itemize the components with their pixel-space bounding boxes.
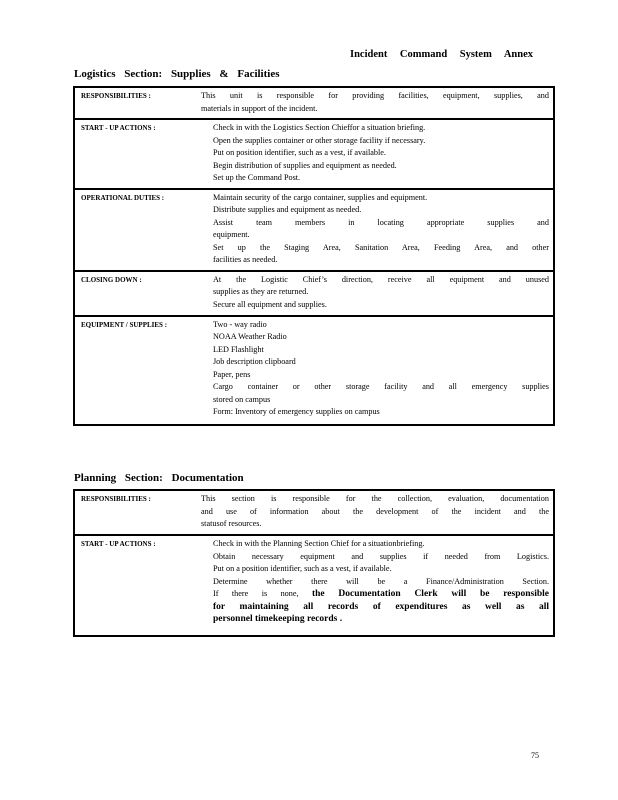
row-label: OPERATIONAL DUTIES : — [74, 189, 213, 271]
row-label: EQUIPMENT / SUPPLIES : — [74, 316, 213, 425]
logistics-closing-row — [74, 271, 554, 316]
task-line: Distribute supplies and equipment as needed. — [213, 205, 362, 214]
task-line: facilities as needed. — [213, 255, 278, 264]
task-line: Obtain necessary equipment and supplies if needed from Logistics. — [213, 551, 549, 561]
task-line: Maintain security of the cargo container, supplies and equipment. — [213, 192, 428, 202]
task-line: Form: Inventory of emergency supplies on campus — [213, 407, 380, 416]
task-line: materials in support of the incident. — [201, 103, 318, 113]
logistics-table — [73, 86, 555, 426]
task-line: supplies as they are returned. — [213, 287, 309, 296]
mixed-bold-text: the Documentation Clerk will be responsible — [311, 589, 549, 599]
page-number: 75 — [531, 751, 539, 760]
task-line: Check in with the Logistics Section Chieffor a situation briefing. — [213, 123, 426, 132]
task-line: Secure all equipment and supplies. — [213, 299, 327, 309]
task-line: This unit is responsible for providing facilities, equipment, supplies, and — [201, 91, 549, 100]
planning-responsibilities-row — [74, 490, 554, 535]
task-line: Job description clipboard — [213, 357, 296, 366]
task-line: and use of information about the development of the incident and the — [201, 506, 549, 516]
task-line: Open the supplies container or other storage facility if necessary. — [213, 135, 426, 145]
logistics-equipment-row — [74, 316, 554, 425]
task-line: LED Flashlight — [213, 344, 264, 354]
task-line: Two - way radio — [213, 319, 267, 329]
mixed-plain-text: If there is none, — [213, 589, 299, 598]
task-line: Determine whether there will be a Finance/Administration Section. — [213, 576, 549, 586]
planning-startup-row — [74, 535, 554, 636]
row-text — [201, 87, 554, 119]
row-label: START - UP ACTIONS : — [74, 119, 213, 189]
task-line: Put on position identifier, such as a vest, if available. — [213, 148, 386, 157]
task-line: Paper, pens — [213, 369, 251, 379]
row-label: RESPONSIBILITIES : — [74, 490, 213, 535]
task-line: stored on campus — [213, 394, 271, 404]
task-line: Cargo container or other storage facility and all emergency supplies — [213, 382, 549, 391]
task-line: Put on a position identifier, such as a vest, if available. — [213, 564, 392, 573]
task-line: NOAA Weather Radio — [213, 332, 287, 341]
row-text — [213, 535, 554, 636]
mixed-task-line — [213, 588, 549, 601]
row-text — [213, 189, 554, 271]
logistics-responsibilities-row — [74, 87, 554, 119]
row-text — [213, 271, 554, 316]
logistics-operational-row — [74, 189, 554, 271]
task-line: At the Logistic Chief’s direction, receive all equipment and unused — [213, 274, 549, 284]
task-line: equipment. — [213, 230, 250, 239]
logistics-section-title: Logistics Section: Supplies & Facilities — [74, 68, 280, 80]
task-line: Check in with the Planning Section Chief for a situationbriefing. — [213, 539, 425, 548]
row-text — [213, 119, 554, 189]
bold-task-line: personnel timekeeping records . — [213, 614, 343, 624]
bold-task-line: for maintaining all records of expenditures as well as all — [213, 601, 549, 612]
task-line: Set up the Command Post. — [213, 173, 301, 182]
annex-header: Incident Command System Annex — [350, 49, 533, 60]
task-line: Assist team members in locating appropriate supplies and — [213, 217, 549, 227]
task-line: statusof resources. — [201, 519, 262, 528]
row-label: RESPONSIBILITIES : — [74, 87, 213, 119]
task-line: Begin distribution of supplies and equipment as needed. — [213, 160, 397, 170]
row-label: CLOSING DOWN : — [74, 271, 213, 316]
row-text — [213, 316, 554, 425]
row-text — [201, 490, 554, 535]
planning-table — [73, 489, 555, 637]
task-line: Set up the Staging Area, Sanitation Area, Feeding Area, and other — [213, 242, 549, 252]
planning-section-title: Planning Section: Documentation — [74, 472, 244, 484]
row-label: START - UP ACTIONS : — [74, 535, 213, 636]
task-line: This section is responsible for the collection, evaluation, documentation — [201, 494, 549, 503]
logistics-startup-row — [74, 119, 554, 189]
